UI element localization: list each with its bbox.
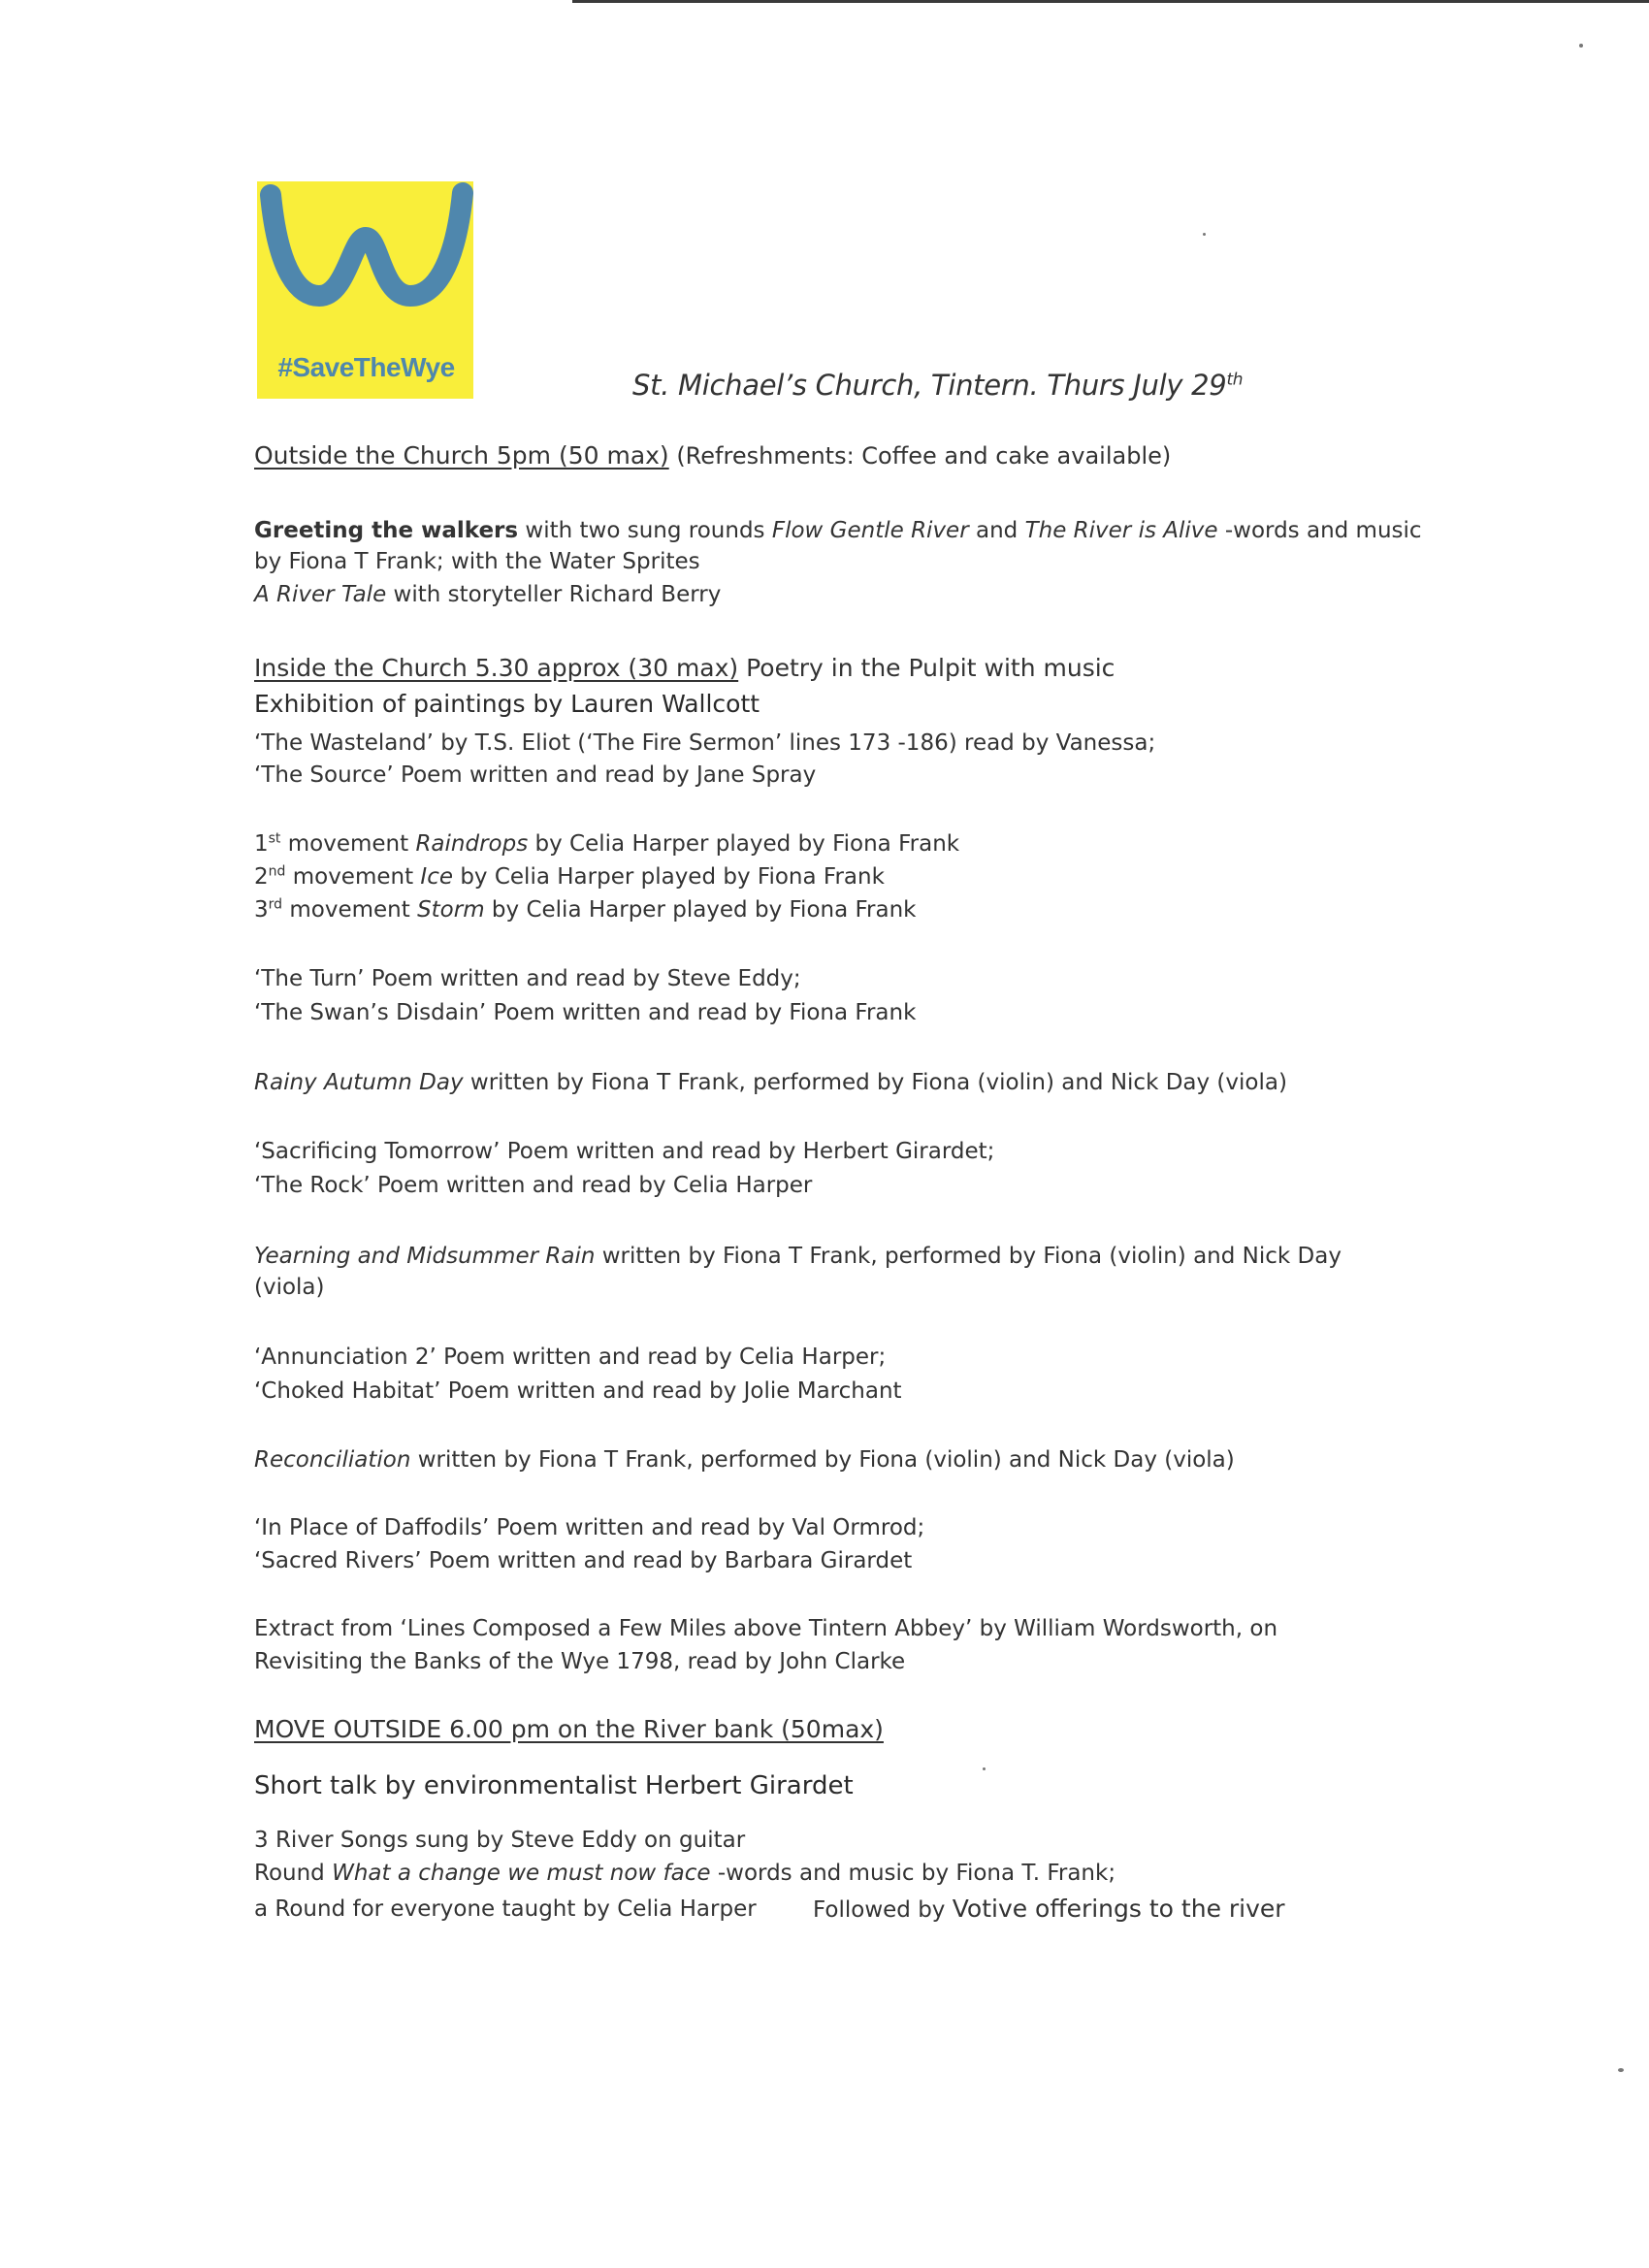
poem-annunciation: ‘Annunciation 2’ Poem written and read by Celia Harper; — [254, 1345, 887, 1370]
poem-daffodils: ‘In Place of Daffodils’ Poem written and read by Val Ormrod; — [254, 1515, 925, 1540]
movement-1: 1st movement Raindrops by Celia Harper played by Fiona Frank — [254, 830, 960, 857]
scan-speck — [1579, 44, 1583, 48]
scan-speck — [983, 1767, 986, 1770]
page-title: St. Michael’s Church, Tintern. Thurs July 29th — [632, 369, 1244, 402]
rainy-autumn-line: Rainy Autumn Day written by Fiona T Frank, performed by Fiona (violin) and Nick Day (viola) — [254, 1070, 1287, 1095]
round-line: Round What a change we must now face -words and music by Fiona T. Frank; — [254, 1861, 1116, 1886]
logo-hashtag: #SaveTheWye — [277, 352, 455, 382]
reconciliation-line: Reconciliation written by Fiona T Frank, performed by Fiona (violin) and Nick Day (viola) — [254, 1447, 1235, 1473]
poem-choked: ‘Choked Habitat’ Poem written and read by Jolie Marchant — [254, 1378, 902, 1404]
yearning-line: Yearning and Midsummer Rain written by Fiona T Frank, performed by Fiona (violin) and Nick Day — [254, 1244, 1342, 1269]
source-line: ‘The Source’ Poem written and read by Jane Spray — [254, 762, 817, 788]
scan-speck — [1618, 2068, 1624, 2072]
poem-turn: ‘The Turn’ Poem written and read by Steve Eddy; — [254, 966, 801, 991]
greeting-line-2: by Fiona T Frank; with the Water Sprites — [254, 549, 700, 574]
river-tale-line: A River Tale with storyteller Richard Berry — [254, 582, 722, 607]
wasteland-line: ‘The Wasteland’ by T.S. Eliot (‘The Fire Sermon’ lines 173 -186) read by Vanessa; — [254, 730, 1156, 756]
movement-2: 2nd movement Ice by Celia Harper played by Fiona Frank — [254, 863, 885, 890]
save-the-wye-logo — [257, 181, 473, 399]
poem-rock: ‘The Rock’ Poem written and read by Celia Harper — [254, 1173, 813, 1198]
section-move-outside-heading: MOVE OUTSIDE 6.00 pm on the River bank (50max) — [254, 1715, 884, 1743]
votive-line: Followed by Votive offerings to the river — [813, 1895, 1285, 1923]
exhibition-line: Exhibition of paintings by Lauren Wallcott — [254, 690, 760, 718]
section-inside-heading: Inside the Church 5.30 approx (30 max) Poetry in the Pulpit with music — [254, 654, 1116, 682]
river-songs-line: 3 River Songs sung by Steve Eddy on guitar — [254, 1828, 746, 1853]
extract-line-1: Extract from ‘Lines Composed a Few Miles above Tintern Abbey’ by William Wordsworth, on — [254, 1616, 1278, 1641]
poem-sacrificing: ‘Sacrificing Tomorrow’ Poem written and read by Herbert Girardet; — [254, 1139, 995, 1164]
everyone-round-line: a Round for everyone taught by Celia Harper — [254, 1896, 757, 1922]
poem-swan: ‘The Swan’s Disdain’ Poem written and read by Fiona Frank — [254, 1000, 917, 1025]
yearning-line-2: (viola) — [254, 1275, 325, 1300]
extract-line-2: Revisiting the Banks of the Wye 1798, read by John Clarke — [254, 1649, 906, 1674]
greeting-line: Greeting the walkers with two sung rounds Flow Gentle River and The River is Alive -words and music — [254, 518, 1422, 543]
scan-edge-line — [572, 0, 1649, 3]
scan-speck — [1203, 233, 1206, 236]
talk-line: Short talk by environmentalist Herbert Girardet — [254, 1771, 854, 1800]
movement-3: 3rd movement Storm by Celia Harper played by Fiona Frank — [254, 896, 917, 923]
poem-sacred: ‘Sacred Rivers’ Poem written and read by Barbara Girardet — [254, 1548, 913, 1573]
section-outside-heading: Outside the Church 5pm (50 max) (Refreshments: Coffee and cake available) — [254, 441, 1172, 470]
